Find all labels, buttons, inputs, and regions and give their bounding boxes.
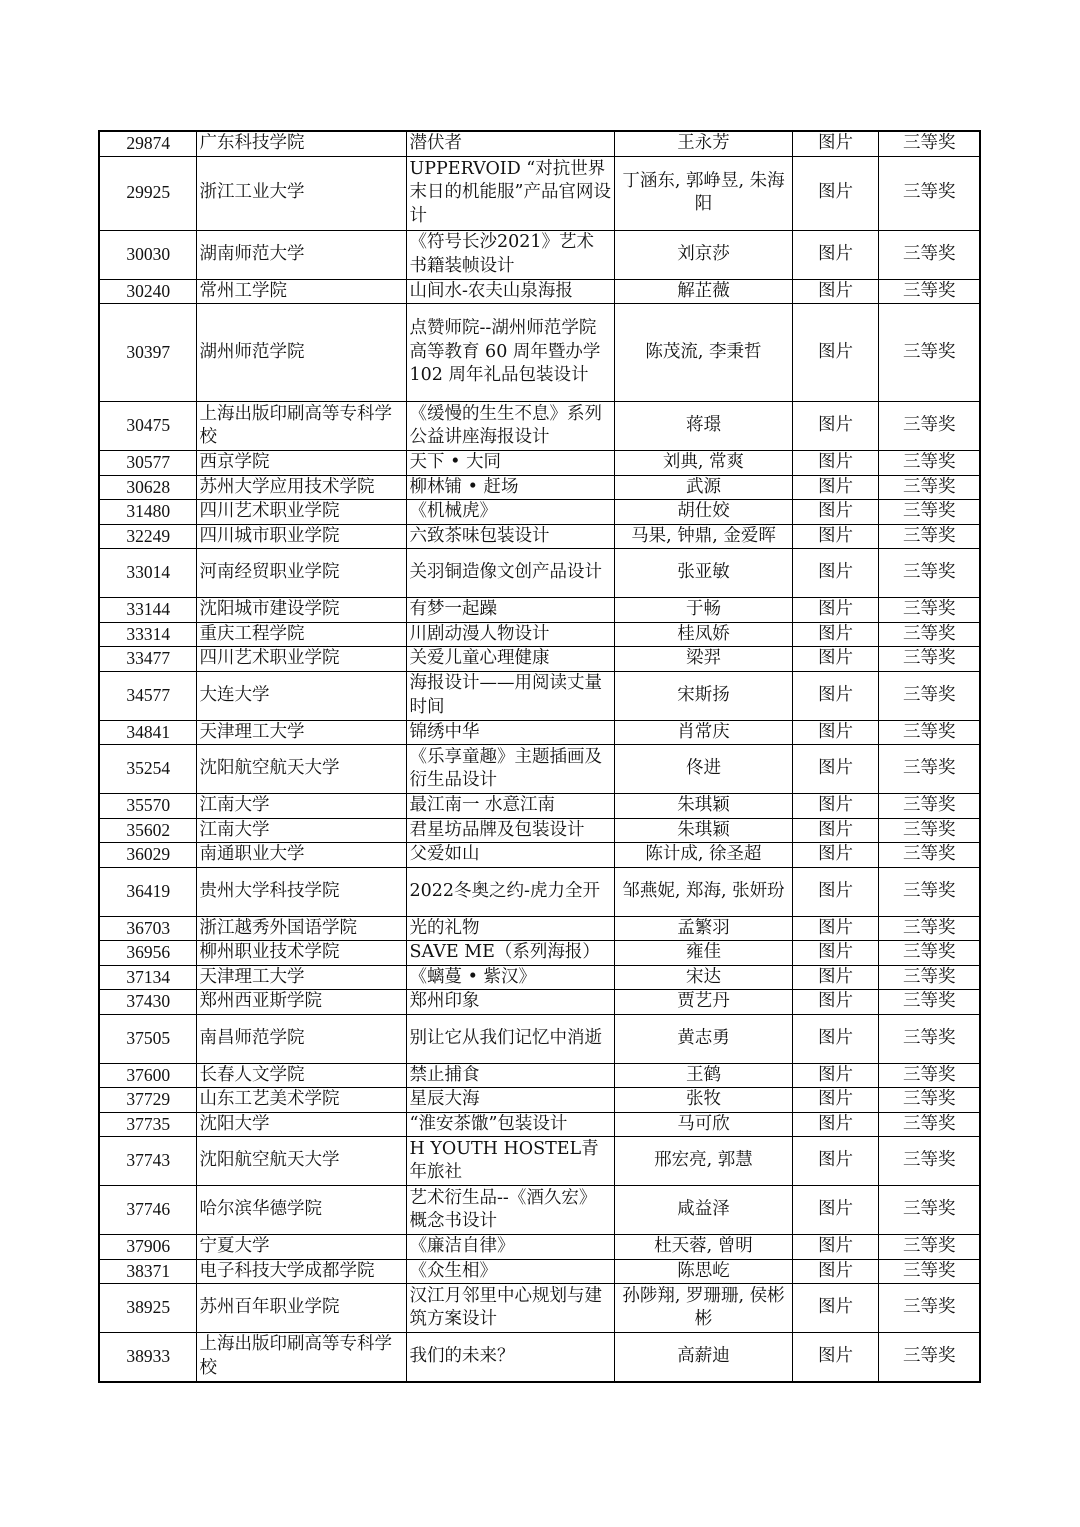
cell-school: 上海出版印刷高等专科学校 [196, 402, 406, 451]
table-row [99, 1088, 980, 1113]
cell-school: 广东科技学院 [196, 131, 406, 156]
table-row [99, 279, 980, 304]
cell-id: 37746 [99, 1186, 196, 1235]
cell-author: 陈思屹 [614, 1259, 792, 1284]
cell-author: 佟进 [614, 745, 792, 794]
cell-author: 黄志勇 [614, 1014, 792, 1063]
cell-title: 《众生相》 [406, 1259, 614, 1284]
cell-title: SAVE ME（系列海报） [406, 941, 614, 966]
cell-title: H YOUTH HOSTEL青年旅社 [406, 1137, 614, 1186]
cell-school: 浙江工业大学 [196, 156, 406, 230]
cell-award: 三等奖 [878, 671, 980, 720]
cell-award: 三等奖 [878, 524, 980, 549]
cell-school: 湖南师范大学 [196, 230, 406, 279]
cell-id: 35254 [99, 745, 196, 794]
table-row [99, 843, 980, 868]
cell-id: 36419 [99, 867, 196, 916]
cell-author: 丁涵东, 郭峥昱, 朱海阳 [614, 156, 792, 230]
cell-title: 山间水-农夫山泉海报 [406, 279, 614, 304]
cell-school: 柳州职业技术学院 [196, 941, 406, 966]
cell-award: 三等奖 [878, 402, 980, 451]
cell-school: 江南大学 [196, 818, 406, 843]
cell-author: 陈计成, 徐圣超 [614, 843, 792, 868]
cell-award: 三等奖 [878, 230, 980, 279]
cell-id: 33014 [99, 549, 196, 598]
cell-title: 君星坊品牌及包装设计 [406, 818, 614, 843]
cell-type: 图片 [792, 1014, 878, 1063]
table-row [99, 402, 980, 451]
cell-type: 图片 [792, 843, 878, 868]
cell-type: 图片 [792, 622, 878, 647]
cell-title: 潜伏者 [406, 131, 614, 156]
cell-id: 36956 [99, 941, 196, 966]
cell-id: 34577 [99, 671, 196, 720]
table-row [99, 622, 980, 647]
cell-author: 马可欣 [614, 1112, 792, 1137]
cell-school: 南通职业大学 [196, 843, 406, 868]
cell-author: 咸益泽 [614, 1186, 792, 1235]
cell-type: 图片 [792, 156, 878, 230]
cell-author: 孟繁羽 [614, 916, 792, 941]
table-row [99, 941, 980, 966]
cell-school: 电子科技大学成都学院 [196, 1259, 406, 1284]
cell-award: 三等奖 [878, 867, 980, 916]
cell-author: 于畅 [614, 598, 792, 623]
cell-id: 37735 [99, 1112, 196, 1137]
table-row [99, 549, 980, 598]
table-row [99, 1333, 980, 1382]
cell-id: 35570 [99, 794, 196, 819]
cell-id: 37743 [99, 1137, 196, 1186]
cell-award: 三等奖 [878, 1014, 980, 1063]
table-row [99, 156, 980, 230]
cell-school: 苏州大学应用技术学院 [196, 475, 406, 500]
cell-title: 星辰大海 [406, 1088, 614, 1113]
cell-award: 三等奖 [878, 131, 980, 156]
cell-school: 湖州师范学院 [196, 304, 406, 402]
cell-school: 沈阳大学 [196, 1112, 406, 1137]
cell-award: 三等奖 [878, 647, 980, 672]
cell-type: 图片 [792, 1088, 878, 1113]
cell-author: 王永芳 [614, 131, 792, 156]
cell-author: 邢宏亮, 郭慧 [614, 1137, 792, 1186]
cell-award: 三等奖 [878, 990, 980, 1015]
cell-school: 四川城市职业学院 [196, 524, 406, 549]
cell-author: 解芷薇 [614, 279, 792, 304]
cell-school: 沈阳航空航天大学 [196, 1137, 406, 1186]
cell-author: 陈茂流, 李秉哲 [614, 304, 792, 402]
cell-award: 三等奖 [878, 745, 980, 794]
table-row [99, 475, 980, 500]
cell-id: 30030 [99, 230, 196, 279]
cell-id: 37600 [99, 1063, 196, 1088]
table-row [99, 1063, 980, 1088]
cell-award: 三等奖 [878, 1137, 980, 1186]
table-row [99, 818, 980, 843]
cell-title: 《乐享童趣》主题插画及衍生品设计 [406, 745, 614, 794]
cell-type: 图片 [792, 1235, 878, 1260]
cell-school: 四川艺术职业学院 [196, 500, 406, 525]
cell-type: 图片 [792, 1259, 878, 1284]
cell-author: 马果, 钟鼎, 金爱晖 [614, 524, 792, 549]
cell-title: 天下 • 大同 [406, 451, 614, 476]
cell-author: 朱琪颖 [614, 794, 792, 819]
table-row [99, 794, 980, 819]
cell-id: 36703 [99, 916, 196, 941]
cell-author: 王鹤 [614, 1063, 792, 1088]
cell-school: 上海出版印刷高等专科学校 [196, 1333, 406, 1382]
award-list-table [98, 130, 981, 1383]
cell-author: 雍佳 [614, 941, 792, 966]
cell-title: 《符号长沙2021》艺术书籍装帧设计 [406, 230, 614, 279]
cell-type: 图片 [792, 549, 878, 598]
cell-school: 河南经贸职业学院 [196, 549, 406, 598]
cell-school: 苏州百年职业学院 [196, 1284, 406, 1333]
cell-title: 锦绣中华 [406, 720, 614, 745]
cell-id: 33314 [99, 622, 196, 647]
cell-id: 31480 [99, 500, 196, 525]
cell-author: 蒋璟 [614, 402, 792, 451]
cell-type: 图片 [792, 941, 878, 966]
cell-author: 贾艺丹 [614, 990, 792, 1015]
cell-award: 三等奖 [878, 843, 980, 868]
cell-type: 图片 [792, 794, 878, 819]
table-row [99, 1137, 980, 1186]
cell-award: 三等奖 [878, 794, 980, 819]
cell-type: 图片 [792, 720, 878, 745]
table-row [99, 647, 980, 672]
cell-type: 图片 [792, 524, 878, 549]
cell-title: 2022冬奥之约-虎力全开 [406, 867, 614, 916]
table-row [99, 131, 980, 156]
cell-title: 《廉洁自律》 [406, 1235, 614, 1260]
cell-award: 三等奖 [878, 549, 980, 598]
cell-author: 宋达 [614, 965, 792, 990]
cell-type: 图片 [792, 598, 878, 623]
cell-award: 三等奖 [878, 1186, 980, 1235]
cell-author: 肖常庆 [614, 720, 792, 745]
cell-award: 三等奖 [878, 1088, 980, 1113]
cell-award: 三等奖 [878, 1333, 980, 1382]
cell-id: 38933 [99, 1333, 196, 1382]
cell-award: 三等奖 [878, 720, 980, 745]
table-row [99, 916, 980, 941]
cell-title: 关爱儿童心理健康 [406, 647, 614, 672]
cell-author: 杜天蓉, 曾明 [614, 1235, 792, 1260]
cell-title: 海报设计——用阅读丈量时间 [406, 671, 614, 720]
table-row [99, 671, 980, 720]
cell-id: 29925 [99, 156, 196, 230]
cell-type: 图片 [792, 745, 878, 794]
cell-type: 图片 [792, 475, 878, 500]
cell-author: 胡仕姣 [614, 500, 792, 525]
cell-school: 沈阳城市建设学院 [196, 598, 406, 623]
table-row [99, 598, 980, 623]
award-list-body [99, 131, 980, 1382]
cell-title: 川剧动漫人物设计 [406, 622, 614, 647]
cell-id: 32249 [99, 524, 196, 549]
cell-title: 《螭蔓 • 紫汉》 [406, 965, 614, 990]
table-row [99, 1284, 980, 1333]
cell-school: 天津理工大学 [196, 720, 406, 745]
cell-type: 图片 [792, 402, 878, 451]
cell-type: 图片 [792, 818, 878, 843]
table-row [99, 1259, 980, 1284]
cell-title: 《缓慢的生生不息》系列公益讲座海报设计 [406, 402, 614, 451]
cell-author: 高薪迪 [614, 1333, 792, 1382]
cell-title: “淮安茶馓”包装设计 [406, 1112, 614, 1137]
cell-title: 禁止捕食 [406, 1063, 614, 1088]
cell-school: 天津理工大学 [196, 965, 406, 990]
cell-title: UPPERVOID “对抗世界末日的机能服”产品官网设计 [406, 156, 614, 230]
cell-type: 图片 [792, 916, 878, 941]
cell-title: 最江南一 水意江南 [406, 794, 614, 819]
cell-id: 29874 [99, 131, 196, 156]
cell-school: 西京学院 [196, 451, 406, 476]
cell-award: 三等奖 [878, 475, 980, 500]
cell-title: 艺术衍生品--《酒久宏》概念书设计 [406, 1186, 614, 1235]
table-row [99, 745, 980, 794]
cell-school: 长春人文学院 [196, 1063, 406, 1088]
cell-id: 37505 [99, 1014, 196, 1063]
cell-award: 三等奖 [878, 304, 980, 402]
cell-type: 图片 [792, 131, 878, 156]
cell-title: 父爱如山 [406, 843, 614, 868]
cell-type: 图片 [792, 990, 878, 1015]
cell-id: 37729 [99, 1088, 196, 1113]
cell-title: 柳林铺 • 赶场 [406, 475, 614, 500]
cell-author: 邹燕妮, 郑海, 张妍玢 [614, 867, 792, 916]
table-row [99, 1235, 980, 1260]
cell-author: 桂凤娇 [614, 622, 792, 647]
cell-title: 我们的未来？ [406, 1333, 614, 1382]
cell-id: 38371 [99, 1259, 196, 1284]
cell-school: 宁夏大学 [196, 1235, 406, 1260]
cell-award: 三等奖 [878, 622, 980, 647]
cell-id: 36029 [99, 843, 196, 868]
cell-id: 30240 [99, 279, 196, 304]
cell-author: 朱琪颖 [614, 818, 792, 843]
cell-type: 图片 [792, 1137, 878, 1186]
cell-title: 有梦一起躁 [406, 598, 614, 623]
cell-author: 张亚敏 [614, 549, 792, 598]
table-row [99, 304, 980, 402]
cell-school: 重庆工程学院 [196, 622, 406, 647]
cell-type: 图片 [792, 1063, 878, 1088]
cell-award: 三等奖 [878, 598, 980, 623]
cell-award: 三等奖 [878, 1063, 980, 1088]
cell-school: 贵州大学科技学院 [196, 867, 406, 916]
table-row [99, 1112, 980, 1137]
cell-award: 三等奖 [878, 1284, 980, 1333]
cell-id: 30475 [99, 402, 196, 451]
cell-type: 图片 [792, 965, 878, 990]
cell-author: 张牧 [614, 1088, 792, 1113]
cell-award: 三等奖 [878, 279, 980, 304]
cell-title: 《机械虎》 [406, 500, 614, 525]
cell-school: 四川艺术职业学院 [196, 647, 406, 672]
cell-award: 三等奖 [878, 965, 980, 990]
cell-type: 图片 [792, 1186, 878, 1235]
cell-type: 图片 [792, 230, 878, 279]
cell-author: 刘京莎 [614, 230, 792, 279]
cell-type: 图片 [792, 451, 878, 476]
cell-school: 哈尔滨华德学院 [196, 1186, 406, 1235]
cell-type: 图片 [792, 279, 878, 304]
cell-school: 南昌师范学院 [196, 1014, 406, 1063]
table-row [99, 524, 980, 549]
cell-school: 常州工学院 [196, 279, 406, 304]
cell-school: 山东工艺美术学院 [196, 1088, 406, 1113]
cell-id: 33144 [99, 598, 196, 623]
cell-id: 35602 [99, 818, 196, 843]
cell-type: 图片 [792, 304, 878, 402]
cell-award: 三等奖 [878, 500, 980, 525]
table-row [99, 451, 980, 476]
cell-author: 孙陟翔, 罗珊珊, 侯彬彬 [614, 1284, 792, 1333]
cell-type: 图片 [792, 647, 878, 672]
cell-type: 图片 [792, 1112, 878, 1137]
cell-award: 三等奖 [878, 1259, 980, 1284]
cell-author: 梁羿 [614, 647, 792, 672]
table-row [99, 990, 980, 1015]
table-row [99, 720, 980, 745]
cell-author: 刘典, 常爽 [614, 451, 792, 476]
cell-id: 30397 [99, 304, 196, 402]
cell-type: 图片 [792, 1333, 878, 1382]
cell-author: 宋斯扬 [614, 671, 792, 720]
table-row [99, 965, 980, 990]
table-row [99, 500, 980, 525]
cell-title: 关羽铜造像文创产品设计 [406, 549, 614, 598]
cell-type: 图片 [792, 500, 878, 525]
cell-award: 三等奖 [878, 156, 980, 230]
cell-award: 三等奖 [878, 941, 980, 966]
cell-id: 30628 [99, 475, 196, 500]
cell-id: 37134 [99, 965, 196, 990]
cell-award: 三等奖 [878, 1235, 980, 1260]
cell-school: 沈阳航空航天大学 [196, 745, 406, 794]
cell-award: 三等奖 [878, 451, 980, 476]
table-row [99, 1186, 980, 1235]
cell-school: 江南大学 [196, 794, 406, 819]
cell-title: 别让它从我们记忆中消逝 [406, 1014, 614, 1063]
cell-type: 图片 [792, 1284, 878, 1333]
cell-award: 三等奖 [878, 1112, 980, 1137]
cell-award: 三等奖 [878, 818, 980, 843]
cell-id: 30577 [99, 451, 196, 476]
cell-id: 38925 [99, 1284, 196, 1333]
cell-title: 点赞师院--湖州师范学院高等教育 60 周年暨办学 102 周年礼品包装设计 [406, 304, 614, 402]
cell-title: 郑州印象 [406, 990, 614, 1015]
cell-school: 浙江越秀外国语学院 [196, 916, 406, 941]
cell-id: 34841 [99, 720, 196, 745]
cell-author: 武源 [614, 475, 792, 500]
cell-title: 汉江月邻里中心规划与建筑方案设计 [406, 1284, 614, 1333]
cell-title: 六致茶味包装设计 [406, 524, 614, 549]
cell-title: 光的礼物 [406, 916, 614, 941]
cell-school: 郑州西亚斯学院 [196, 990, 406, 1015]
cell-type: 图片 [792, 867, 878, 916]
cell-award: 三等奖 [878, 916, 980, 941]
table-row [99, 1014, 980, 1063]
cell-id: 37906 [99, 1235, 196, 1260]
table-row [99, 867, 980, 916]
table-row [99, 230, 980, 279]
cell-id: 33477 [99, 647, 196, 672]
cell-school: 大连大学 [196, 671, 406, 720]
cell-id: 37430 [99, 990, 196, 1015]
cell-type: 图片 [792, 671, 878, 720]
